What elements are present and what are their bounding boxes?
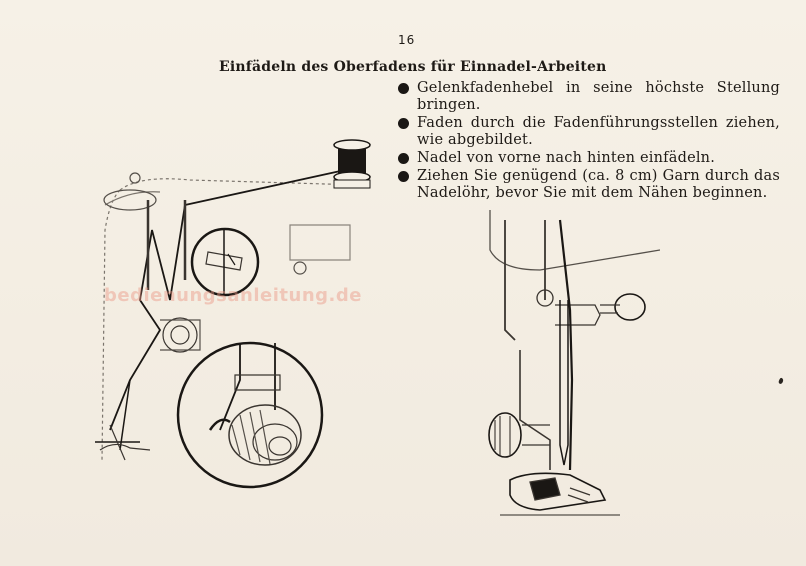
thread-spool-icon xyxy=(334,140,370,188)
instruction-text: Nadel von vorne nach hinten einfädeln. xyxy=(417,150,716,166)
page-title: Einfädeln des Oberfadens für Einnadel-Arbeiten xyxy=(219,59,607,75)
instruction-text: Gelenkfadenhebel in seine höchste Stellung bringen. xyxy=(417,80,780,113)
bullet-icon xyxy=(398,118,409,129)
page-number: 16 xyxy=(398,33,416,47)
instruction-item xyxy=(395,150,780,167)
instruction-item xyxy=(395,115,780,149)
instruction-item xyxy=(395,80,780,114)
instruction-list xyxy=(395,80,780,203)
instruction-text: Ziehen Sie genügend (ca. 8 cm) Garn durch das Nadelöhr, bevor Sie mit dem Nähen beginnen. xyxy=(417,168,780,201)
needle-presser-foot-closeup-illustration xyxy=(460,210,660,530)
instruction-text: Faden durch die Fadenführungsstellen ziehen, wie abgebildet. xyxy=(417,115,780,148)
ink-speck xyxy=(778,377,784,384)
instruction-item xyxy=(395,168,780,202)
bullet-icon xyxy=(398,153,409,164)
bullet-icon xyxy=(398,171,409,182)
bullet-icon xyxy=(398,83,409,94)
sewing-machine-threading-path-illustration xyxy=(90,130,390,510)
watermark: bedienungsanleitung.de xyxy=(104,285,362,306)
